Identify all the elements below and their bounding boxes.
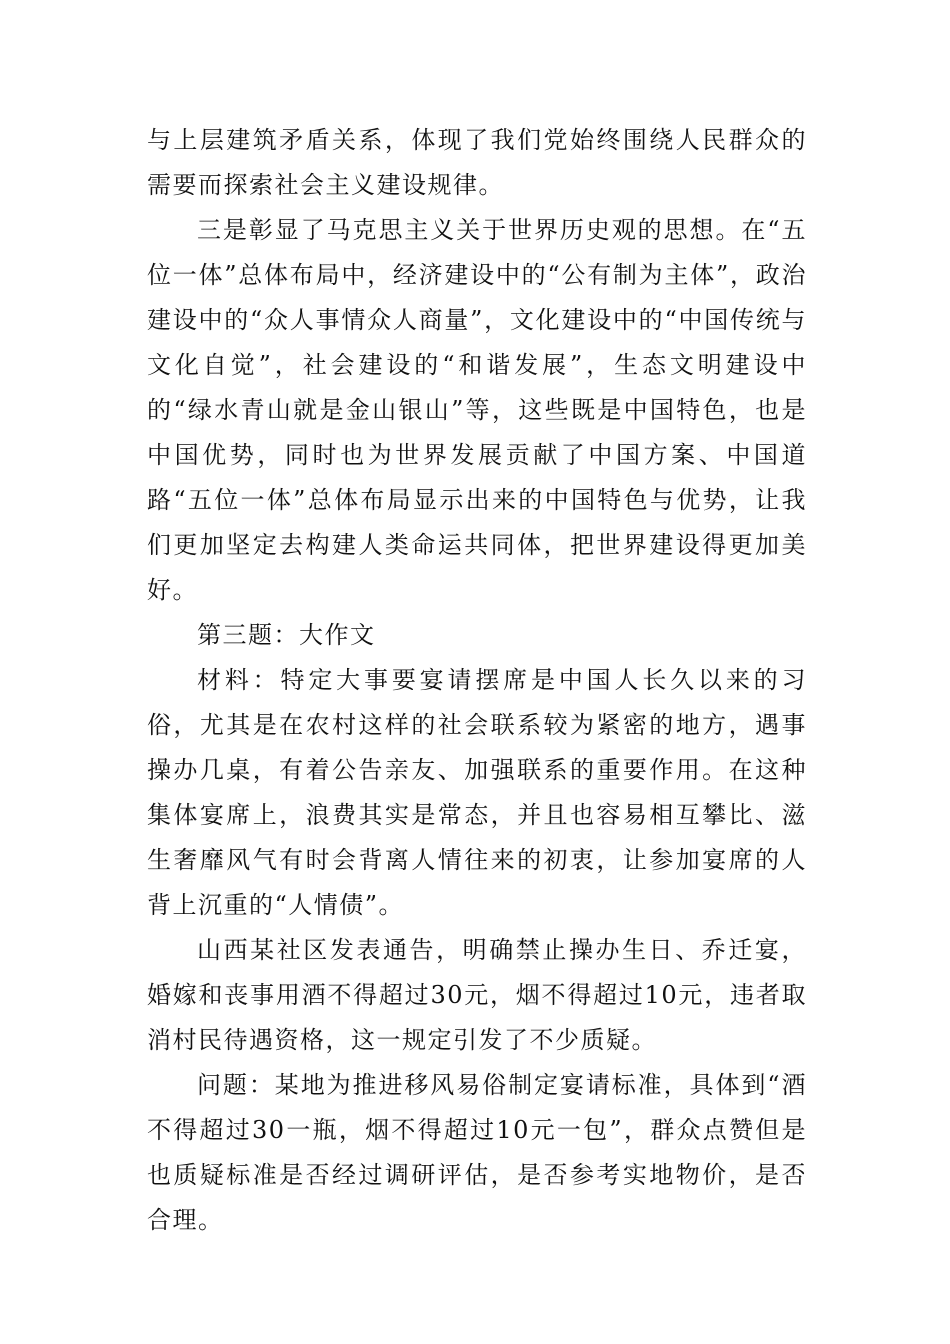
paragraph-material: 材料：特定大事要宴请摆席是中国人长久以来的习俗，尤其是在农村这样的社会联系较为紧密的地方，遇事操办几桌，有着公告亲友、加强联系的重要作用。在这种集体宴席上，浪费其实是常态，并且也容易相互攀比、滋生奢靡风气有时会背离人情往来的初衷，让参加宴席的人背上沉重的“人情债”。	[147, 666, 807, 919]
paragraph-continuation: 与上层建筑矛盾关系，体现了我们党始终围绕人民群众的需要而探索社会主义建设规律。	[147, 126, 807, 199]
paragraph-world-history-view: 三是彰显了马克思主义关于世界历史观的思想。在“五位一体”总体布局中，经济建设中的“公有制为主体”，政治建设中的“众人事情众人商量”，文化建设中的“中国传统与文化自觉”，社会建设的“和谐发展”，生态文明建设中的“绿水青山就是金山银山”等，这些既是中国特色，也是中国优势，同时也为世界发展贡献了中国方案、中国道路“五位一体”总体布局显示出来的中国特色与优势，让我们更加坚定去构建人类命运共同体，把世界建设得更加美好。	[147, 216, 807, 604]
paragraph-question: 问题：某地为推进移风易俗制定宴请标准，具体到“酒不得超过30一瓶，烟不得超过10元一包”，群众点赞但是也质疑标准是否经过调研评估，是否参考实地物价，是否合理。	[147, 1071, 807, 1234]
paragraph-shanxi-notice: 山西某社区发表通告，明确禁止操办生日、乔迁宴，婚嫁和丧事用酒不得超过30元，烟不得超过10元，违者取消村民待遇资格，这一规定引发了不少质疑。	[147, 936, 807, 1054]
document-page	[147, 118, 807, 1243]
section-heading-question-three: 第三题：大作文	[197, 621, 376, 649]
